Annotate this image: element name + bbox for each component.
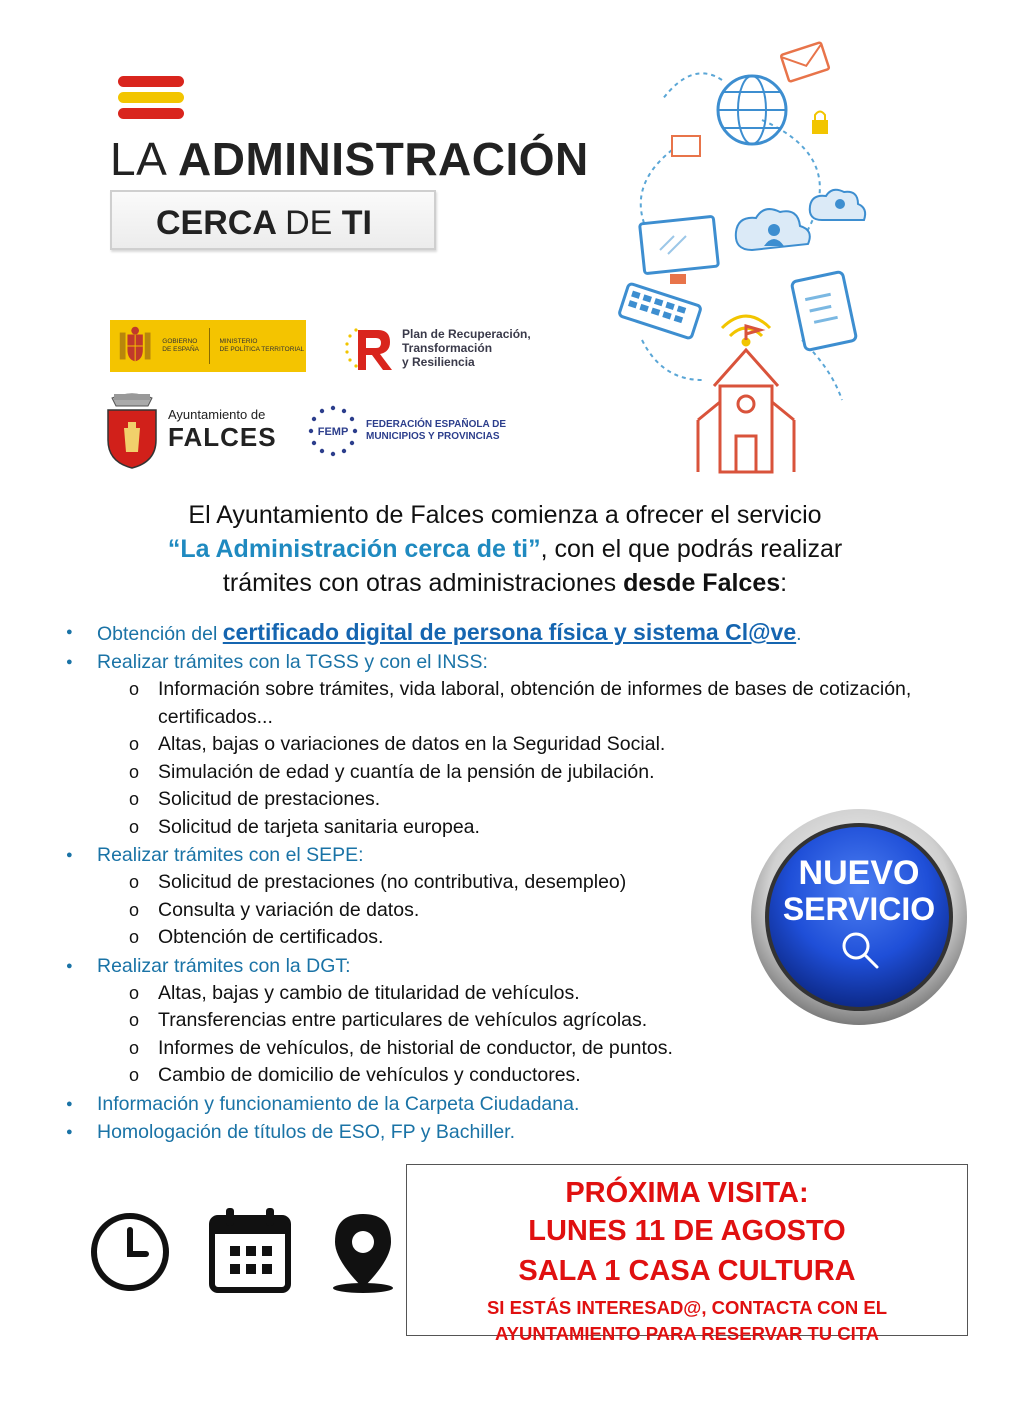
intro-line3-a: trámites con otras administraciones: [222, 569, 624, 597]
visit-note: [407, 1295, 967, 1347]
visit-note-line1: SI ESTÁS INTERESAD@, CONTACTA CON EL: [486, 1297, 888, 1318]
service-certificado-prefix: Obtención del: [97, 623, 223, 645]
intro-line3-bold: desde Falces: [623, 569, 781, 597]
brand-subtitle: [110, 190, 436, 250]
gobierno-text: [162, 338, 204, 354]
femp-line2: MUNICIPIOS Y PROVINCIAS: [366, 431, 500, 442]
prtr-text: [402, 327, 531, 369]
brand-title: [110, 132, 589, 186]
list-item: o Solicitud de prestaciones (no contributiva, desempleo): [123, 869, 962, 897]
list-item: o Altas, bajas y cambio de titularidad de vehículos.: [123, 980, 962, 1008]
list-item: o Solicitud de prestaciones.: [123, 786, 962, 814]
badge-line2: SERVICIO: [782, 891, 936, 927]
plan-recuperacion-logo: [344, 322, 554, 374]
visit-heading: PRÓXIMA VISITA:: [565, 1177, 809, 1209]
badge-line1: NUEVO: [798, 854, 920, 892]
femp-stars-icon: [306, 404, 360, 458]
brand-title-light: LA: [110, 133, 165, 185]
prtr-line1: Plan de Recuperación,: [402, 327, 531, 341]
ayuntamiento-falces-logo: [104, 390, 294, 470]
tablet-icon: [791, 271, 856, 350]
nuevo-servicio-badge: [748, 806, 970, 1028]
brand-subtitle-cerca: CERCA: [156, 204, 276, 242]
intro-line3-end: :: [780, 569, 788, 597]
ministerio-line2: DE POLÍTICA TERRITORIAL: [219, 346, 305, 353]
brand-subtitle-ti: TI: [341, 204, 372, 242]
service-item-carpeta: ● Información y funcionamiento de la Carpeta Ciudadana.: [62, 1090, 962, 1118]
list-item: o Informes de vehículos, de historial de conductor, de puntos.: [123, 1035, 962, 1063]
intro-highlight: “La Administración cerca de ti”: [167, 535, 541, 563]
monitor-icon: [640, 216, 719, 284]
visit-date: LUNES 11 DE AGOSTO: [528, 1215, 846, 1247]
femp-line1: FEDERACIÓN ESPAÑOLA DE: [366, 419, 507, 430]
falces-shield-icon: [104, 390, 160, 470]
prtr-line3: y Resiliencia: [402, 355, 475, 369]
logo-divider: [209, 328, 210, 364]
list-item: o Información sobre trámites, vida laboral, obtención de informes de bases de cotización, certificados...: [123, 676, 962, 731]
location-pin-icon: [328, 1212, 398, 1294]
certificado-digital-link[interactable]: certificado digital de persona física y sistema Cl@ve: [222, 619, 797, 645]
service-certificado-suffix: .: [796, 623, 802, 645]
service-item-homologacion: ● Homologación de títulos de ESO, FP y Bachiller.: [62, 1118, 962, 1146]
falces-text: [168, 407, 277, 453]
list-item: o Transferencias entre particulares de vehículos agrícolas.: [123, 1007, 962, 1035]
service-item-tgss: ● Realizar trámites con la TGSS y con el INSS:: [62, 648, 962, 676]
femp-text: [366, 419, 506, 443]
lock-icon: [812, 112, 828, 135]
gobierno-espana-logo: [110, 320, 306, 372]
digital-services-illustration: [612, 40, 874, 475]
coat-of-arms-icon: [114, 324, 156, 368]
prtr-line2: Transformación: [402, 341, 493, 355]
gobierno-line2: DE ESPAÑA: [162, 346, 200, 353]
list-item: o Obtención de certificados.: [123, 924, 962, 952]
brand-subtitle-de: DE: [285, 204, 333, 242]
next-visit-box: [406, 1164, 968, 1344]
list-item: o Solicitud de tarjeta sanitaria europea.: [123, 814, 962, 842]
service-item-sepe: ● Realizar trámites con el SEPE:: [62, 841, 962, 869]
brand-title-bold: ADMINISTRACIÓN: [178, 133, 589, 185]
envelope-small-icon: [672, 136, 700, 156]
list-item: o Consulta y variación de datos.: [123, 897, 962, 925]
list-item: o Altas, bajas o variaciones de datos en la Seguridad Social.: [123, 731, 962, 759]
clock-icon: [88, 1210, 172, 1294]
femp-mark: FEMP: [317, 426, 349, 438]
globe-icon: [718, 76, 786, 144]
list-item: o Simulación de edad y cuantía de la pensión de jubilación.: [123, 759, 962, 787]
envelope-icon: [781, 42, 830, 82]
ministerio-text: [220, 338, 306, 354]
service-item-dgt: ● Realizar trámites con la DGT:: [62, 952, 962, 980]
ministerio-line1: MINISTERIO: [219, 338, 258, 345]
falces-line2: FALCES: [168, 422, 277, 452]
intro-line1: El Ayuntamiento de Falces comienza a ofrecer el servicio: [188, 501, 822, 529]
spain-flag-logo: [118, 76, 184, 124]
visit-location: SALA 1 CASA CULTURA: [518, 1255, 856, 1287]
cloud-users-icon: [736, 190, 865, 250]
gobierno-line1: GOBIERNO: [162, 338, 198, 345]
intro-line2: [60, 532, 950, 566]
service-item-certificado: [62, 618, 962, 648]
intro-text: [60, 498, 950, 600]
calendar-icon: [208, 1206, 292, 1294]
keyboard-icon: [619, 283, 702, 339]
femp-logo: [306, 404, 526, 458]
visit-note-line2: AYUNTAMIENTO PARA RESERVAR TU CITA: [494, 1323, 880, 1344]
intro-line2-rest: , con el que podrás realizar: [540, 535, 843, 563]
intro-line3: [60, 566, 950, 600]
falces-line1: Ayuntamiento de: [168, 407, 266, 422]
list-item: o Cambio de domicilio de vehículos y conductores.: [123, 1062, 962, 1090]
prtr-mark-icon: [344, 324, 396, 372]
town-hall-icon: [698, 326, 794, 472]
